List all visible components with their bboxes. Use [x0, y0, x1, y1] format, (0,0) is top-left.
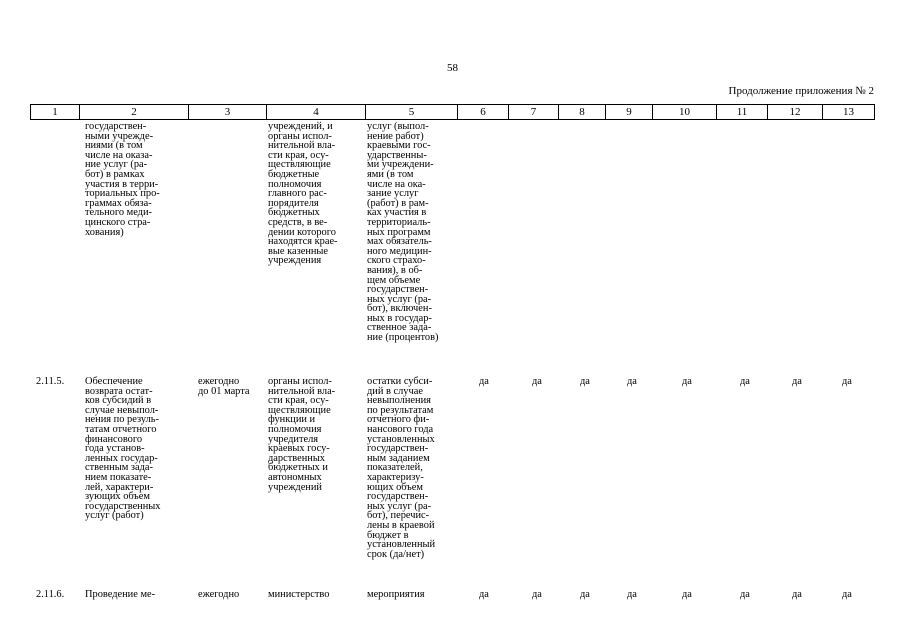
row-2115-col13: да	[842, 376, 852, 387]
row-2116-indicator: мероприятия	[367, 589, 425, 600]
row-2115-number: 2.11.5.	[36, 376, 65, 387]
row-2116-col10: да	[682, 589, 692, 600]
continuation-label: Продолжение приложения № 2	[728, 85, 874, 97]
row-2116-col7: да	[532, 589, 542, 600]
row-2116-col9: да	[627, 589, 637, 600]
col-header: 2	[80, 105, 189, 120]
cont-row-col4: учреждений, и органы испол- нительной вла- сти края, осу- ществляющие бюджетные полномочия главного рас- порядителя бюджетных средств, в ве- дении которого находятся крае- вые казенные учреждения	[268, 121, 338, 267]
col-header: 10	[653, 105, 717, 120]
col-header: 9	[606, 105, 653, 120]
col-header: 13	[823, 105, 875, 120]
col-header: 4	[267, 105, 366, 120]
col-header: 3	[189, 105, 267, 120]
col-header: 11	[717, 105, 768, 120]
row-2116-number: 2.11.6.	[36, 589, 65, 600]
page-number: 58	[447, 62, 458, 74]
cont-row-col5: услуг (выпол- нение работ) краевыми гос- ударственны- ми учреждени- ями (в том числе на ока- зание услуг (работ) в рам- ках участия в территориаль- ных программ мах обязатель- ного медицин- ского страхо- вания), в об- щем объеме государствен- ных услуг (ра- бот), включен- ных в государ- ственное зада- ние (процентов)	[367, 121, 439, 344]
row-2116-responsible: министерство	[268, 589, 330, 600]
row-2116-col11: да	[740, 589, 750, 600]
col-header: 6	[458, 105, 509, 120]
row-2116-col8: да	[580, 589, 590, 600]
row-2115-responsible: органы испол- нительной вла- сти края, осу- ществляющие функции и полномочия учредителя краевых госу- дарственных бюджетных и автономных учреждений	[268, 376, 336, 493]
col-header: 1	[31, 105, 80, 120]
cont-row-col2: государствен- ными учрежде- ниями (в том числе на оказа- ние услуг (ра- бот) в рамках участия в терри- ториальных про- граммах обяза- тельного меди- цинского стра- хования)	[85, 121, 160, 238]
column-number-header	[30, 104, 875, 120]
row-2115-deadline: ежегодно до 01 марта	[198, 376, 250, 397]
row-2116-col6: да	[479, 589, 489, 600]
row-2115-measure: Обеспечение возврата остат- ков субсидий в случае невыпол- нения по резуль- татам отчетного финансового года установ- ленных государ- ственным зада- нием показате- лей, характери- зующих объем государственных услуг (работ)	[85, 376, 161, 522]
row-2115-col11: да	[740, 376, 750, 387]
row-2116-measure: Проведение ме-	[85, 589, 156, 600]
row-2115-col9: да	[627, 376, 637, 387]
row-2115-col6: да	[479, 376, 489, 387]
row-2115-col7: да	[532, 376, 542, 387]
row-2115-indicator: остатки субси- дий в случае невыполнения по результатам отчетного фи- нансового года установленных государствен- ным заданием показателей, характеризу- ющих объем государствен- ных услуг (ра- бот), перечис- лены в краевой бюджет в установленный срок (да/нет)	[367, 376, 436, 560]
row-2116-deadline: ежегодно	[198, 589, 240, 600]
col-header: 8	[559, 105, 606, 120]
col-header: 7	[509, 105, 559, 120]
col-header: 12	[768, 105, 823, 120]
col-header: 5	[366, 105, 458, 120]
row-2115-col8: да	[580, 376, 590, 387]
row-2116-col12: да	[792, 589, 802, 600]
row-2115-col10: да	[682, 376, 692, 387]
row-2115-col12: да	[792, 376, 802, 387]
row-2116-col13: да	[842, 589, 852, 600]
